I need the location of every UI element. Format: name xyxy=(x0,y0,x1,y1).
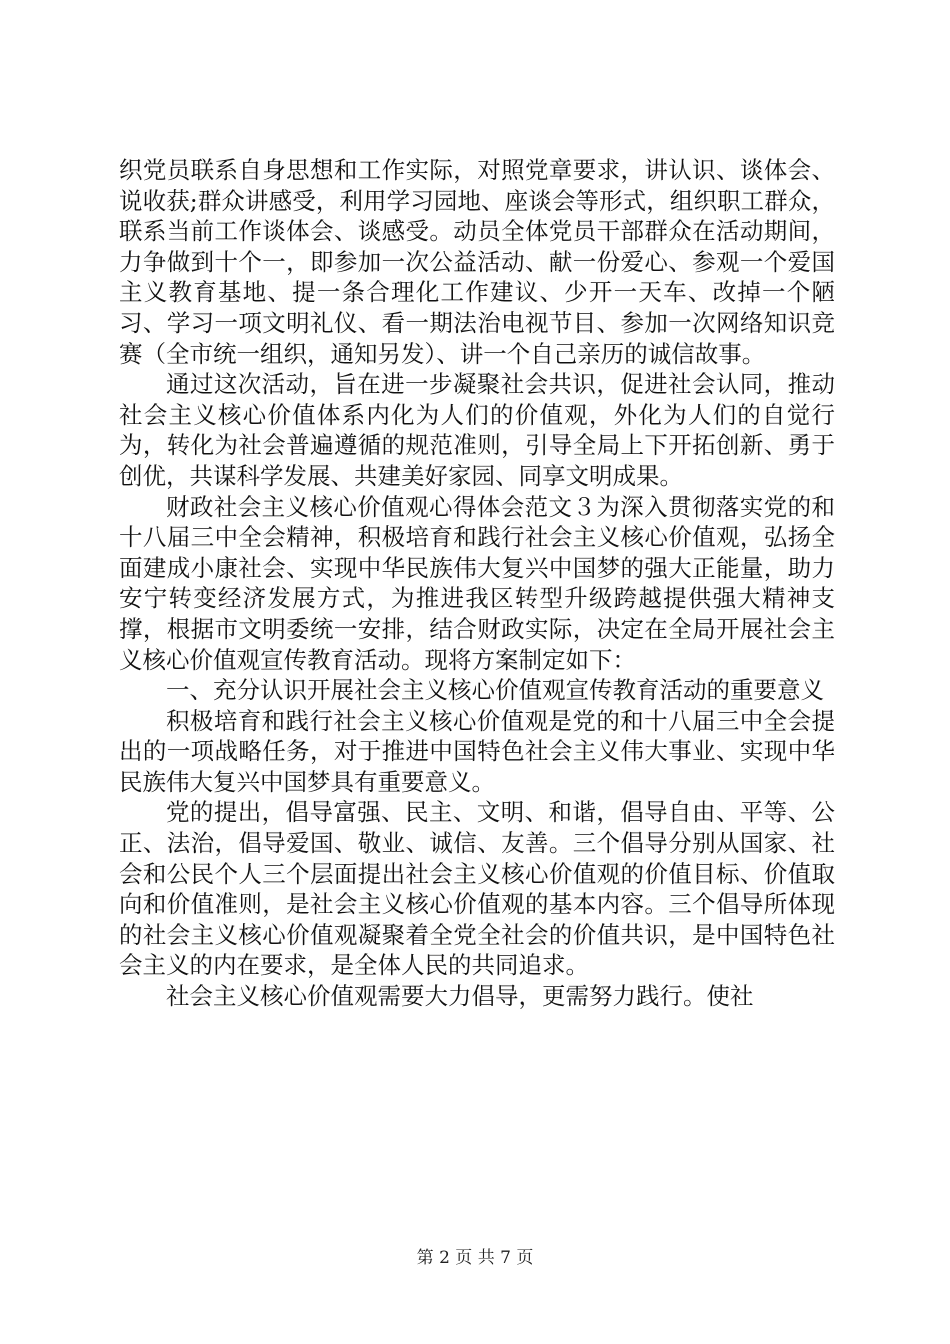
paragraph-6: 社会主义核心价值观需要大力倡导，更需努力践行。使社 xyxy=(166,982,754,1011)
paragraph-5: 党的提出，倡导富强、民主、文明、和谐，倡导自由、平等、公正、法治，倡导爱国、敬业、诚信、友善。三个倡导分别从国家、社会和公民个人三个层面提出社会主义核心价值观的价值目标、价值取向和价值准则，是社会主义核心价值观的基本内容。三个倡导所体现的社会主义核心价值观凝聚着全党全社会的价值共识，是中国特色社会主义的内在要求，是全体人民的共同追求。 xyxy=(119,798,835,980)
body-text xyxy=(119,155,835,1012)
paragraph-3: 财政社会主义核心价值观心得体会范文３为深入贯彻落实党的和十八届三中全会精神，积极培育和践行社会主义核心价值观，弘扬全面建成小康社会、实现中华民族伟大复兴中国梦的强大正能量，助力安宁转变经济发展方式，为推进我区转型升级跨越提供强大精神支撑，根据市文明委统一安排，结合财政实际，决定在全局开展社会主义核心价值观宣传教育活动。现将方案制定如下： xyxy=(119,492,835,674)
paragraph-4: 积极培育和践行社会主义核心价值观是党的和十八届三中全会提出的一项战略任务，对于推进中国特色社会主义伟大事业、实现中华民族伟大复兴中国梦具有重要意义。 xyxy=(119,706,835,796)
page-footer: 第 2 页 共 7 页 xyxy=(416,1248,534,1268)
paragraph-2: 通过这次活动，旨在进一步凝聚社会共识，促进社会认同，推动社会主义核心价值体系内化为人们的价值观，外化为人们的自觉行为，转化为社会普遍遵循的规范准则，引导全局上下开拓创新、勇于创优，共谋科学发展、共建美好家园、同享文明成果。 xyxy=(119,370,835,490)
section-heading-1: 一、充分认识开展社会主义核心价值观宣传教育活动的重要意义 xyxy=(166,676,824,705)
paragraph-1: 织党员联系自身思想和工作实际，对照党章要求，讲认识、谈体会、说收获;群众讲感受，利用学习园地、座谈会等形式，组织职工群众，联系当前工作谈体会、谈感受。动员全体党员干部群众在活动期间，力争做到十个一，即参加一次公益活动、献一份爱心、参观一个爱国主义教育基地、提一条合理化工作建议、少开一天车、改掉一个陋习、学习一项文明礼仪、看一期法治电视节目、参加一次网络知识竞赛（全市统一组织，通知另发）、讲一个自己亲历的诚信故事。 xyxy=(119,156,835,368)
